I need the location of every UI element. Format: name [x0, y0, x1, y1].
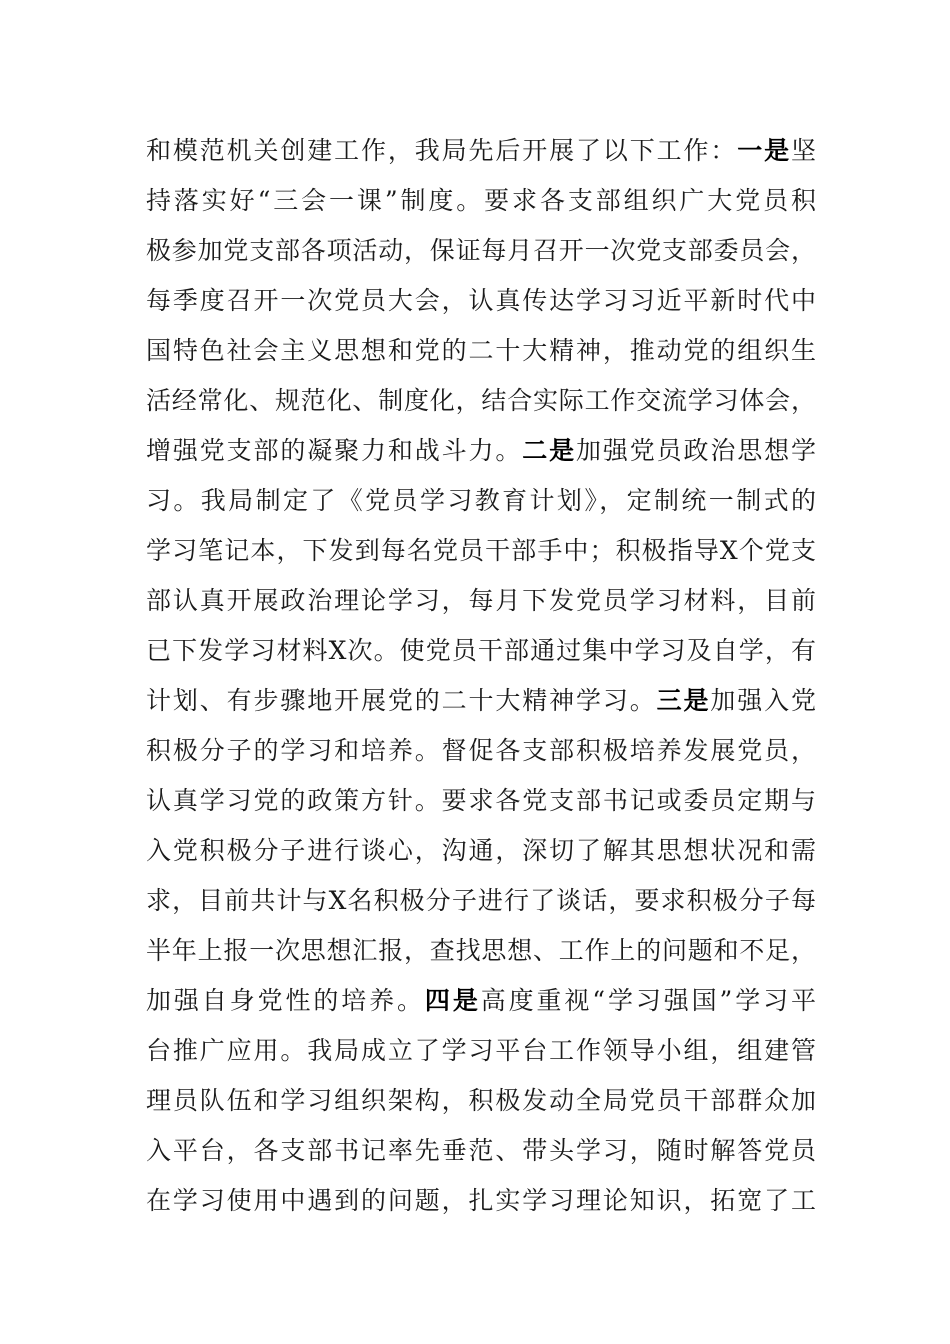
text-run: 习。我局制定了《党员学习教育计划》，定制统一制式的: [146, 486, 816, 515]
text-line: [146, 376, 816, 426]
bold-keyword: 二是: [522, 436, 576, 465]
text-line: [146, 876, 816, 926]
text-run: 积极分子的学习和培养。督促各支部积极培养发展党员，: [146, 736, 816, 765]
text-line: [146, 726, 816, 776]
text-line: [146, 676, 816, 726]
text-run: 和模范机关创建工作，我局先后开展了以下工作：: [146, 136, 738, 165]
text-run: 极参加党支部各项活动，保证每月召开一次党支部委员会，: [146, 236, 816, 265]
text-line: [146, 1126, 816, 1176]
text-run: 加强入党: [710, 686, 816, 715]
text-run: 已下发学习材料X次。使党员干部通过集中学习及自学，有: [146, 636, 816, 665]
text-line: [146, 926, 816, 976]
text-run: 计划、有步骤地开展党的二十大精神学习。: [146, 686, 657, 715]
text-run: 加强党员政治思想学: [575, 436, 816, 465]
text-line: [146, 326, 816, 376]
text-run: 活经常化、规范化、制度化，结合实际工作交流学习体会，: [146, 386, 816, 415]
text-line: [146, 276, 816, 326]
text-line: [146, 226, 816, 276]
text-run: 加强自身党性的培养。: [146, 986, 425, 1015]
text-line: [146, 626, 816, 676]
text-line: [146, 476, 816, 526]
text-line: [146, 426, 816, 476]
text-run: 每季度召开一次党员大会，认真传达学习习近平新时代中: [146, 286, 816, 315]
text-line: [146, 176, 816, 226]
text-line: [146, 826, 816, 876]
text-run: 台推广应用。我局成立了学习平台工作领导小组，组建管: [146, 1036, 816, 1065]
text-run: 入党积极分子进行谈心，沟通，深切了解其思想状况和需: [146, 836, 816, 865]
text-line: [146, 1026, 816, 1076]
text-line: [146, 576, 816, 626]
bold-keyword: 四是: [424, 986, 481, 1015]
body-paragraph: [146, 126, 816, 1226]
text-run: 半年上报一次思想汇报，查找思想、工作上的问题和不足，: [146, 936, 816, 965]
text-line: [146, 1076, 816, 1126]
text-run: 学习笔记本，下发到每名党员干部手中；积极指导X个党支: [146, 536, 816, 565]
text-run: 坚: [790, 136, 816, 165]
text-run: 增强党支部的凝聚力和战斗力。: [146, 436, 523, 465]
text-run: 持落实好“三会一课”制度。要求各支部组织广大党员积: [146, 186, 816, 215]
text-run: 国特色社会主义思想和党的二十大精神，推动党的组织生: [146, 336, 816, 365]
bold-keyword: 一是: [737, 136, 791, 165]
text-line: [146, 976, 816, 1026]
text-run: 认真学习党的政策方针。要求各党支部书记或委员定期与: [146, 786, 816, 815]
text-run: 入平台，各支部书记率先垂范、带头学习，随时解答党员: [146, 1136, 816, 1165]
text-run: 高度重视“学习强国”学习平: [480, 986, 816, 1015]
text-line: [146, 526, 816, 576]
text-line: [146, 776, 816, 826]
text-run: 求，目前共计与X名积极分子进行了谈话，要求积极分子每: [146, 886, 816, 915]
text-run: 在学习使用中遇到的问题，扎实学习理论知识，拓宽了工: [146, 1186, 816, 1215]
text-line: [146, 126, 816, 176]
text-run: 理员队伍和学习组织架构，积极发动全局党员干部群众加: [146, 1086, 816, 1115]
text-line: [146, 1176, 816, 1226]
text-run: 部认真开展政治理论学习，每月下发党员学习材料，目前: [146, 586, 816, 615]
bold-keyword: 三是: [656, 686, 711, 715]
